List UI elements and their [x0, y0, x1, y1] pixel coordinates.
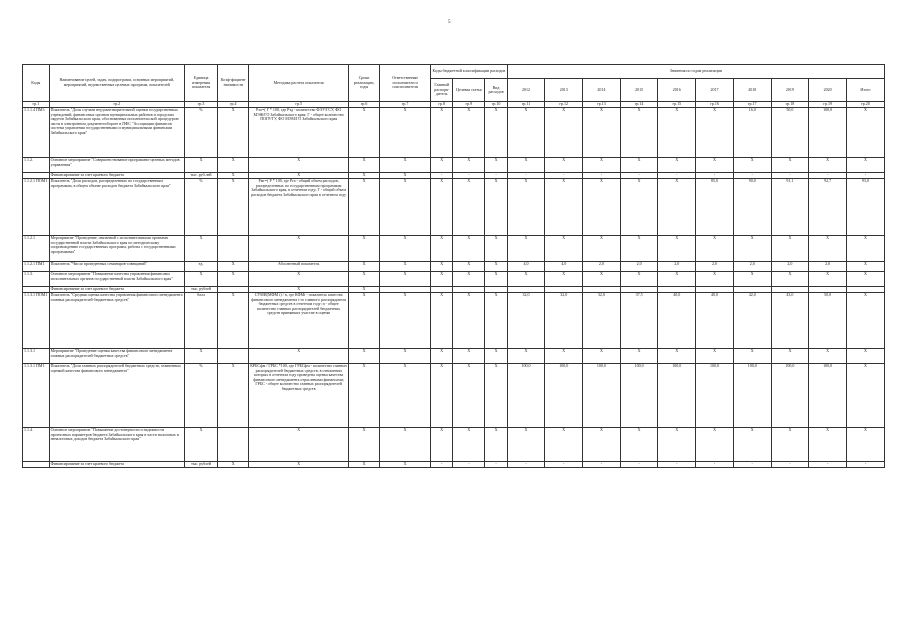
row-value: X — [545, 349, 583, 364]
header-name: Наименование целей, задач, подпрограмм, основных мероприятий, мероприятий, ведомственных целевых программ, показателей — [49, 65, 184, 102]
row-value: 100,0 — [733, 364, 771, 428]
row-value: X — [846, 108, 884, 158]
row-coef: X — [218, 462, 249, 468]
row-value: X — [771, 158, 809, 173]
row-value: X — [545, 236, 583, 262]
row-budget-type: X — [485, 364, 507, 428]
column-number: гр.19 — [809, 102, 847, 108]
row-unit: тыс. руб.лей — [184, 173, 217, 179]
row-coef: X — [218, 179, 249, 236]
row-value: X — [696, 108, 734, 158]
row-term: X — [349, 179, 380, 236]
row-code: 1.1.3.1 ПОМ1 — [23, 293, 50, 349]
row-value: 100,0 — [583, 364, 621, 428]
row-value: X — [846, 364, 884, 428]
row-value: 85,0 — [696, 179, 734, 236]
row-term: X — [349, 428, 380, 462]
header-method: Методика расчета показателя — [249, 65, 349, 102]
row-responsible: X — [380, 364, 431, 428]
row-name: Показатель "Доля главных распорядителей бюджетных средств, охваченных оценкой качества финансового менеджмента" — [49, 364, 184, 428]
row-value: X — [507, 108, 545, 158]
row-budget-type: X — [485, 293, 507, 349]
row-method: КРБСфм / ГРБС *100, где ГРБСфм - количество главных распорядителей бюджетных средств, в отношении которых в отчетном году проведена оценка качества финансового менеджмента отраслевыми финансами; ГРБС - общее количество главных распорядителей бюджетных средств — [249, 364, 349, 428]
row-value: X — [545, 158, 583, 173]
row-value: X — [696, 158, 734, 173]
row-value: 16,0 — [733, 108, 771, 158]
row-value: X — [771, 428, 809, 462]
column-number: гр.15 — [658, 102, 696, 108]
row-value: X — [846, 428, 884, 462]
column-number: гр.3 — [184, 102, 217, 108]
row-value: X — [809, 158, 847, 173]
row-coef: X — [218, 262, 249, 272]
row-budget-grbs: X — [431, 179, 453, 236]
row-budget-article: X — [453, 262, 485, 272]
row-term: X — [349, 349, 380, 364]
header-values-group: Значения по годам реализации — [507, 65, 884, 79]
row-value: 2,0 — [620, 262, 658, 272]
row-unit: ед. — [184, 262, 217, 272]
row-unit: тыс. рублей — [184, 462, 217, 468]
row-budget-grbs: X — [431, 158, 453, 173]
row-value: X — [846, 236, 884, 262]
row-budget-article: X — [453, 108, 485, 158]
row-value: X — [771, 272, 809, 287]
row-value: - — [583, 462, 621, 468]
row-unit: X — [184, 272, 217, 287]
row-coef: X — [218, 293, 249, 349]
header-budget-group: Коды бюджетной классификации расходов — [431, 65, 508, 79]
row-value: X — [809, 428, 847, 462]
row-value: 91,1 — [771, 179, 809, 236]
column-number: гр.11 — [507, 102, 545, 108]
row-budget-type: X — [485, 108, 507, 158]
row-value: 32,0 — [545, 293, 583, 349]
table-row — [23, 349, 885, 364]
row-value: 40,0 — [696, 293, 734, 349]
row-term: X — [349, 462, 380, 468]
row-code — [23, 462, 50, 468]
table-row — [23, 364, 885, 428]
row-value: - — [846, 173, 884, 179]
row-value: X — [733, 272, 771, 287]
header-unit: Единица измерения показателя — [184, 65, 217, 102]
row-value: X — [733, 349, 771, 364]
row-name: Мероприятие "Проведение оценки качества финансового менеджмента главных распорядителей бюджетных средств" — [49, 349, 184, 364]
row-unit: X — [184, 428, 217, 462]
column-number: гр.13 — [583, 102, 621, 108]
row-code: 1.1.4. — [23, 428, 50, 462]
row-responsible: X — [380, 428, 431, 462]
header-year: 2017 — [696, 79, 734, 102]
row-value: - — [620, 462, 658, 468]
header-year: 2014 — [583, 79, 621, 102]
row-value: - — [846, 462, 884, 468]
row-value: X — [583, 108, 621, 158]
row-code: 1.1.2.1 ПОМ1 — [23, 179, 50, 236]
row-name: Финансирование за счет краевого бюджета — [49, 462, 184, 468]
row-value: X — [583, 349, 621, 364]
table-row — [23, 262, 885, 272]
header-budget-sub: Вид расходов — [485, 79, 507, 102]
header-term: Сроки реализации, годы — [349, 65, 380, 102]
row-term: X — [349, 108, 380, 158]
row-value: 2,0 — [733, 262, 771, 272]
row-value: 2,0 — [583, 262, 621, 272]
row-budget-grbs: X — [431, 364, 453, 428]
row-value: 2,0 — [809, 262, 847, 272]
row-value: X — [846, 349, 884, 364]
column-number: гр.7 — [380, 102, 431, 108]
row-method: X — [249, 287, 349, 293]
row-method: X — [249, 272, 349, 287]
row-value: X — [658, 158, 696, 173]
row-budget-type: X — [485, 428, 507, 462]
row-responsible: X — [380, 462, 431, 468]
row-budget-grbs: - — [431, 462, 453, 468]
row-value: 90,0 — [733, 179, 771, 236]
row-value: 92,7 — [809, 179, 847, 236]
row-budget-article: X — [453, 428, 485, 462]
row-budget-article: X — [453, 364, 485, 428]
row-value: X — [696, 272, 734, 287]
row-term: X — [349, 293, 380, 349]
row-value: X — [545, 272, 583, 287]
row-term: X — [349, 272, 380, 287]
row-coef — [218, 349, 249, 364]
row-unit: тыс. рублей — [184, 287, 217, 293]
row-value: X — [620, 349, 658, 364]
row-value: X — [583, 272, 621, 287]
row-responsible: X — [380, 272, 431, 287]
row-value: 50,0 — [809, 293, 847, 349]
row-value: - — [696, 173, 734, 179]
row-responsible: X — [380, 349, 431, 364]
row-value: X — [696, 428, 734, 462]
row-budget-grbs: - — [431, 173, 453, 179]
row-value: - — [733, 173, 771, 179]
row-value: - — [696, 462, 734, 468]
row-value: X — [507, 428, 545, 462]
row-value: X — [620, 272, 658, 287]
row-value: X — [658, 428, 696, 462]
row-budget-type: - — [485, 462, 507, 468]
row-budget-grbs: X — [431, 272, 453, 287]
row-value: - — [507, 462, 545, 468]
row-value: X — [507, 179, 545, 236]
header-code: Коды — [23, 65, 50, 102]
row-value: X — [620, 108, 658, 158]
row-value: 100,0 — [696, 364, 734, 428]
row-value: X — [583, 428, 621, 462]
row-value: - — [771, 462, 809, 468]
row-budget-type: X — [485, 262, 507, 272]
row-budget-grbs: X — [431, 349, 453, 364]
row-value: X — [696, 349, 734, 364]
row-value: X — [846, 262, 884, 272]
column-number: гр.4 — [218, 102, 249, 108]
row-value: 100,0 — [809, 108, 847, 158]
row-value: - — [507, 173, 545, 179]
row-name: Основное мероприятие "Повышение качества управления финансами исполнительных органов государственной власти Забайкальского края" — [49, 272, 184, 287]
row-value: X — [583, 179, 621, 236]
row-value: X — [507, 236, 545, 262]
row-value: X — [696, 236, 734, 262]
column-number: гр.17 — [733, 102, 771, 108]
table-row — [23, 272, 885, 287]
row-method: X — [249, 349, 349, 364]
row-term: X — [349, 262, 380, 272]
row-value: 32,0 — [507, 293, 545, 349]
row-budget-grbs: X — [431, 428, 453, 462]
row-responsible: X — [380, 108, 431, 158]
header-budget-sub: Целевая статья — [453, 79, 485, 102]
row-responsible: X — [380, 173, 431, 179]
column-number: гр.20 — [846, 102, 884, 108]
row-value: 100,0 — [620, 364, 658, 428]
table-row — [23, 236, 885, 262]
row-budget-type: X — [485, 272, 507, 287]
row-unit: X — [184, 349, 217, 364]
column-number: гр.16 — [696, 102, 734, 108]
row-value: 37,5 — [620, 293, 658, 349]
row-name: Показатель "Число проведенных семинаров-совещаний" — [49, 262, 184, 272]
row-value: - — [658, 462, 696, 468]
row-code: 1.1.2.1 ПМ1 — [23, 262, 50, 272]
row-budget-type: X — [485, 158, 507, 173]
row-value: 100,0 — [545, 364, 583, 428]
row-budget-grbs: X — [431, 262, 453, 272]
row-value: 2,0 — [771, 262, 809, 272]
row-value: X — [809, 236, 847, 262]
row-value: 43,0 — [771, 293, 809, 349]
row-value: X — [507, 272, 545, 287]
row-budget-type: X — [485, 349, 507, 364]
row-method: Рэо=( Г * 100, где Рэд - количество ФЭУ/ГСУ, ФО МЭЖ/ГО Забайкальского края; Г - общее количество ПОГР/ГУ, ФО МЭМ/ГО Забайкальского края — [249, 108, 349, 158]
row-coef: X — [218, 272, 249, 287]
row-name: Показатель "Средняя оценка качества управления финансового менеджмента главных распорядителей бюджетных средств" — [49, 293, 184, 349]
row-name: Финансирование за счет краевого бюджета — [49, 287, 184, 293]
row-method: Абсолютный показатель — [249, 262, 349, 272]
row-method: Рмг=( Р * 100, где Рга - общий объем расходов, распределенных по государственным программам Забайкальского края, в отчетном году; Г - общий объем расходов бюджета Забайкальского края в отчетном году — [249, 179, 349, 236]
row-value: X — [733, 158, 771, 173]
row-value: X — [809, 272, 847, 287]
row-value: X — [545, 108, 583, 158]
row-value: X — [809, 349, 847, 364]
row-value: X — [545, 428, 583, 462]
row-code: 1.1.3.1 ПМ1 — [23, 364, 50, 428]
row-coef — [218, 428, 249, 462]
column-number: гр.12 — [545, 102, 583, 108]
row-budget-grbs: X — [431, 108, 453, 158]
row-value: X — [583, 236, 621, 262]
row-term: X — [349, 364, 380, 428]
row-unit: X — [184, 158, 217, 173]
row-value: X — [733, 236, 771, 262]
row-term: X — [349, 173, 380, 179]
row-value: X — [620, 428, 658, 462]
header-responsible: Ответственные исполнители и соисполнители — [380, 65, 431, 102]
row-budget-type: X — [485, 179, 507, 236]
row-value: 100,0 — [507, 364, 545, 428]
row-value: 50,0 — [771, 108, 809, 158]
header-coef: Коэф-фициент значимости — [218, 65, 249, 102]
row-unit: % — [184, 179, 217, 236]
row-value: X — [620, 179, 658, 236]
row-budget-article: X — [453, 158, 485, 173]
row-value: 4,0 — [545, 262, 583, 272]
row-unit: балл — [184, 293, 217, 349]
row-coef: X — [218, 108, 249, 158]
row-value: X — [507, 158, 545, 173]
column-number: гр.18 — [771, 102, 809, 108]
table-row — [23, 293, 885, 349]
row-code: 1.1.3.1 — [23, 349, 50, 364]
row-value: X — [771, 349, 809, 364]
row-responsible: X — [380, 262, 431, 272]
row-budget-article: - — [453, 462, 485, 468]
row-unit: % — [184, 108, 217, 158]
table-row — [23, 108, 885, 158]
row-value: X — [545, 179, 583, 236]
row-budget-article: X — [453, 179, 485, 236]
row-responsible: X — [380, 158, 431, 173]
row-value: X — [846, 293, 884, 349]
row-budget-article: X — [453, 349, 485, 364]
header-year: 2016 — [658, 79, 696, 102]
header-year: 2015 — [620, 79, 658, 102]
row-method: X — [249, 173, 349, 179]
row-value: - — [658, 173, 696, 179]
row-method: X — [249, 158, 349, 173]
column-number: гр.2 — [49, 102, 184, 108]
row-term: X — [349, 158, 380, 173]
row-name: Мероприятие "Проведение, связанной с исполнительными органами государственной власти Забайкальского края по методическому сопровождению государственных программ, работы с государственными программами" — [49, 236, 184, 262]
column-number: гр.1 — [23, 102, 50, 108]
row-value: X — [846, 272, 884, 287]
table-row — [23, 462, 885, 468]
row-value: 2,0 — [658, 262, 696, 272]
table-row — [23, 179, 885, 236]
row-value: X — [733, 428, 771, 462]
row-method: X — [249, 236, 349, 262]
row-value: X — [846, 158, 884, 173]
row-code: 1.1.2.1 — [23, 236, 50, 262]
row-code: 1.1.1.4 ПМ3 — [23, 108, 50, 158]
column-number: гр.10 — [485, 102, 507, 108]
row-responsible: X — [380, 236, 431, 262]
column-number: гр.14 — [620, 102, 658, 108]
row-responsible: X — [380, 293, 431, 349]
row-term: X — [349, 236, 380, 262]
row-method: X — [249, 462, 349, 468]
header-year: 2013 — [545, 79, 583, 102]
row-name: Основное мероприятие "Повышение достоверности и надежности прогнозных параметров бюджета Забайкальского края в части налоговых и неналоговых доходов бюджета Забайкальского края" — [49, 428, 184, 462]
row-budget-article: - — [453, 173, 485, 179]
row-value: X — [620, 236, 658, 262]
table-row — [23, 158, 885, 173]
row-value: - — [733, 462, 771, 468]
row-unit: X — [184, 236, 217, 262]
table-row — [23, 428, 885, 462]
row-value: X — [658, 179, 696, 236]
row-value: X — [583, 158, 621, 173]
row-term: X — [349, 287, 380, 293]
row-budget-article: X — [453, 236, 485, 262]
row-value: 4,0 — [507, 262, 545, 272]
row-value: - — [809, 173, 847, 179]
row-budget-type: - — [485, 173, 507, 179]
row-name: Финансирование за счет краевого бюджета — [49, 173, 184, 179]
row-value: 100,0 — [809, 364, 847, 428]
row-coef: X — [218, 364, 249, 428]
row-code: 1.1.2. — [23, 158, 50, 173]
row-value: - — [583, 173, 621, 179]
row-value: X — [658, 349, 696, 364]
row-code: 1.1.3. — [23, 272, 50, 287]
header-year: 2018 — [733, 79, 771, 102]
row-budget-article: X — [453, 272, 485, 287]
row-value: X — [658, 272, 696, 287]
header-year: 2020 — [809, 79, 847, 102]
row-name: Показатель "Доля случаев неудовлетворительной оценки государственных учреждений, финансовых органов муниципальных районов и городских округов Забайкальского края, обоснованных исполнительской процедурою части в электронном документообороте в ПФС "Ассоциации финансов система управления государственными и муниципальными финансами Забайкальского края" — [49, 108, 184, 158]
row-unit: % — [184, 364, 217, 428]
column-number: гр.6 — [349, 102, 380, 108]
row-value: - — [545, 173, 583, 179]
row-value: - — [620, 173, 658, 179]
row-name: Показатель "Доля расходов, распределенных по государственным программам, в общем объеме расходов бюджета Забайкальского края" — [49, 179, 184, 236]
row-value: - — [545, 462, 583, 468]
row-method: X — [249, 428, 349, 462]
page-number: 5 — [448, 20, 451, 25]
header-year: 2012 — [507, 79, 545, 102]
row-value: X — [658, 236, 696, 262]
row-budget-article: X — [453, 293, 485, 349]
row-value: X — [620, 158, 658, 173]
row-value: 93,0 — [846, 179, 884, 236]
row-budget-type: X — [485, 236, 507, 262]
column-number: гр.5 — [249, 102, 349, 108]
row-value: X — [658, 108, 696, 158]
row-budget-grbs: X — [431, 236, 453, 262]
row-value: 32,0 — [583, 293, 621, 349]
row-value: 100,0 — [771, 364, 809, 428]
row-responsible: X — [380, 179, 431, 236]
header-budget-sub: Главный распоря- дитель — [431, 79, 453, 102]
row-coef: X — [218, 173, 249, 179]
column-number: гр.8 — [431, 102, 453, 108]
header-year: 2019 — [771, 79, 809, 102]
row-value: - — [809, 462, 847, 468]
row-coef — [218, 236, 249, 262]
row-method: СУМИ(МФМ i) / n, где КФМi - показатель качества финансового менеджмента i-го главного распорядителя бюджетных средств в отчетном году; n - общее количество главных распорядителей бюджетных средств принявших участие в оценке — [249, 293, 349, 349]
row-value: 42,0 — [733, 293, 771, 349]
row-coef: X — [218, 158, 249, 173]
program-indicators-table — [22, 64, 885, 468]
row-value: X — [771, 236, 809, 262]
column-number: гр.9 — [453, 102, 485, 108]
row-value: 100,0 — [658, 364, 696, 428]
row-name: Основное мероприятие "Совершенствование программно-целевых методов управления" — [49, 158, 184, 173]
header-year: Итого — [846, 79, 884, 102]
row-value: 2,0 — [696, 262, 734, 272]
row-value: X — [507, 349, 545, 364]
row-value: 40,0 — [658, 293, 696, 349]
row-value: - — [771, 173, 809, 179]
row-budget-grbs: X — [431, 293, 453, 349]
